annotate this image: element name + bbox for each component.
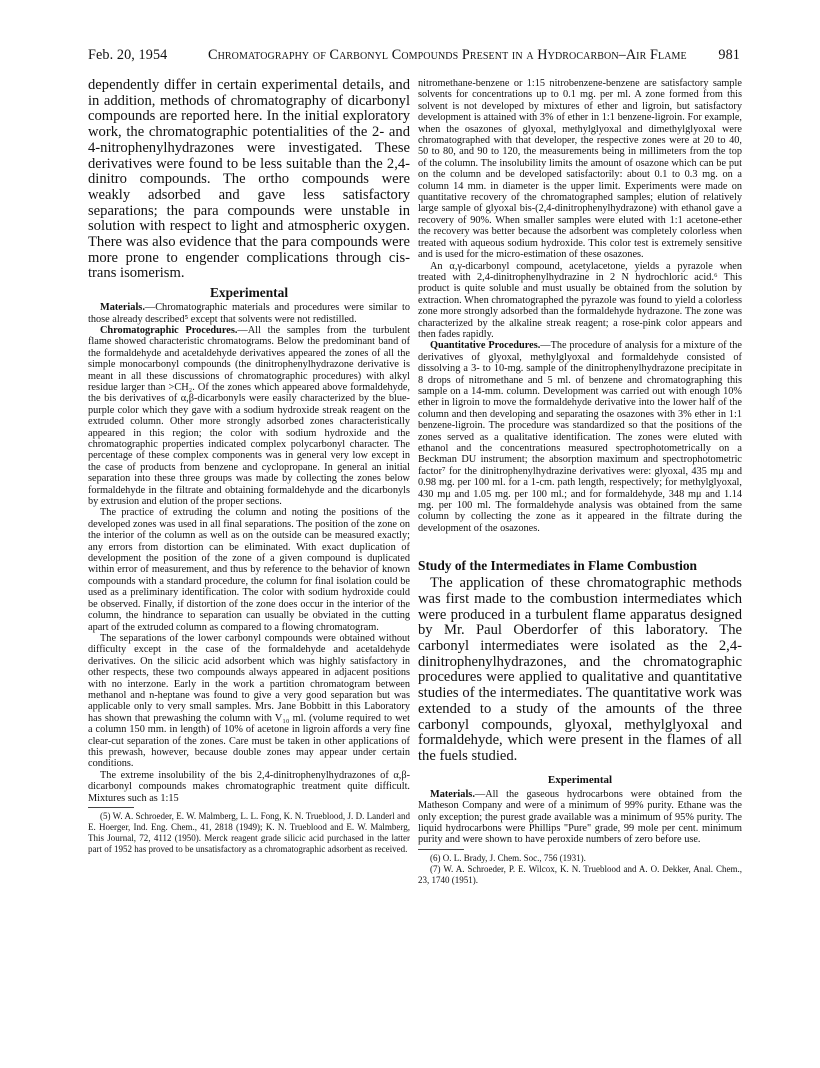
materials2-paragraph: [418, 789, 742, 846]
subsection-heading-experimental: Experimental: [547, 773, 613, 786]
section-heading-study: Study of the Intermediates in Flame Combustion: [418, 558, 697, 574]
footnote-7: (7) W. A. Schroeder, P. E. Wilcox, K. N. Trueblood and A. O. Dekker, Anal. Chem., 23, 1740 (1951).: [418, 863, 742, 885]
continuation-paragraph: nitromethane-benzene or 1:15 nitrobenzene-benzene are satisfactory sample solvents for concentrations up to 0.1 mg. per ml. A zone formed from this solvent is not developed by mixtures of ether and ligroin, but satisfactory development is attained with 3% of ether in 1:1 benzene-ligroin. For example, when the osazones of glyoxal, methylglyoxal and dimethylglyoxal were chromatographed with that developer, the respective zones were at 20 to 40, 50 to 80, and 90 to 120, the measurements being in millimeters from the top of the column. The insolubility limits the amount of osazone which can be put on the column and be developed satisfactorily: about 0.1 to 0.3 mg. on a column 14 mm. in diameter is the upper limit. Experiments were made on quantitative recovery of the chromatographed samples; elution of relatively large sample of glyoxal bis-(2,4-dinitrophenylhydrazone) with ethanol gave a recovery of 90%. When smaller samples were eluted with 1:1 acetone-ether the recovery was better because the adsorbent was completely colorless when treated with aqueous sodium hydroxide. This color test is extremely sensitive and is used for the micro-estimation of these osazones.: [418, 78, 742, 261]
procedures-text: —All the samples from the turbulent flame showed characteristic chromatograms. Below the predominant band of the formaldehyde and acetaldehyde derivatives appeared the zones of all the simple monocarbonyl compounds (the dinitrophenylhydrazone derivative is meant in all these discussions of chromatographic procedures) with alkyl residue larger than >CH₂. Of the zones which appeared above formaldehyde, the bis derivatives of α,β-dicarbonyls were easily characterized by the blue-purple color which they gave with a sodium hydroxide streak reagent on the extruded column. Other more strongly adsorbed zones characteristically appeared in this region; the color with sodium hydroxide and the chromatographic properties indicated complex polycarbonyl character. The percentage of these complex components was in general very low except in the case of products from benzene and cyclopropane. In general an initial separation into these three groups was made by collecting the zones below formaldehyde in the filtrate and obtaining formaldehyde and the dicarbonyls by extrusion and elution of the proper sections.: [88, 324, 410, 508]
right-column: [418, 78, 742, 1038]
materials-paragraph: [88, 302, 410, 325]
section-heading-experimental: Experimental: [209, 285, 289, 301]
acetylacetone-paragraph: An α,γ-dicarbonyl compound, acetylacetone, yields a pyrazole when treated with 2,4-dinitrophenylhydrazine in 2 N hydrochloric acid.⁶ This product is quite soluble and must usually be obtained from the solution by extraction. When chromatographed the pyrazole was found to yield a colorless zone more strongly adsorbed than the formaldehyde hydrazone. The zone was characterized by the alkaline streak reagent; a rose-pink color appears and then fades rapidly.: [418, 260, 742, 340]
quantitative-label: Quantitative Procedures.: [430, 340, 541, 352]
left-column: [88, 78, 410, 1038]
footnote-rule-right: [418, 849, 464, 850]
procedures-paragraph: [88, 325, 410, 508]
footnote-rule: [88, 807, 134, 808]
materials-label: Materials.: [100, 302, 145, 314]
extruding-paragraph: The practice of extruding the column and noting the positions of the developed zones was used in all final separations. The position of the zone on the interior of the column as well as on the outside can be measured exactly; any errors from distortion can be eliminated. With exact duplication of development the position of the zone of a given compound is duplicated within error of measurement, and thus by reference to the behavior of known compounds with a standard procedure, the column for final isolation could be used as a preliminary identification. The color with sodium hydroxide could be observed. Finally, if distortion of the zone does occur in the interior of the column, the hindrance to separation can usually be obviated in the cutting apart of the extruded column as compared to a flowing chromatogram.: [88, 507, 410, 633]
materials-text: —Chromatographic materials and procedures were similar to those already described⁵ except that solvents were not redistilled.: [88, 302, 410, 325]
materials2-label: Materials.: [430, 788, 475, 800]
insolubility-paragraph: The extreme insolubility of the bis 2,4-dinitrophenylhydrazones of α,β-dicarbonyl compounds makes chromatographic treatment quite difficult. Mixtures such as 1:15: [88, 769, 410, 804]
procedures-label: Chromatographic Procedures.: [100, 324, 238, 336]
page-number: 981: [718, 47, 740, 63]
intro-paragraph: dependently differ in certain experimental details, and in addition, methods of chromatography of dicarbonyl compounds are reported here. In the initial exploratory work, the chromatographic potentialities of the 2- and 4-nitrophenylhydrazones were investigated. These derivatives were found to be less suitable than the 2,4-dinitro compounds. The ortho compounds were weakly adsorbed and gave less satisfactory separations; the para compounds were unstable in solution with respect to light and atmospheric oxygen. There was also evidence that the para compounds were more prone to engender complications through cis-trans isomerism.: [88, 78, 410, 282]
footnote-5: (5) W. A. Schroeder, E. W. Malmberg, L. L. Fong, K. N. Trueblood, J. D. Landerl and E. Hoerger, Ind. Eng. Chem., 41, 2818 (1949); K. N. Trueblood and E. W. Malmberg, This Journal, 72, 4112 (1950). Merck reagent grade silicic acid purchased in the latter part of 1952 has proved to be unsatisfactory as a chromatographic adsorbent as received.: [88, 811, 410, 855]
running-title: Chromatography of Carbonyl Compounds Present in a Hydrocarbon–Air Flame: [208, 47, 687, 63]
separations-paragraph: The separations of the lower carbonyl compounds were obtained without difficulty except in the case of the formaldehyde and acetaldehyde derivatives. On the silicic acid adsorbent which was highly satisfactory in other respects, these two compounds always appeared in adjacent positions with no interzone. Early in the work a partition chromatogram between methanol and n-heptane was found to give a very good separation but was applicable only to very small samples. Mrs. Jane Bobbitt in this Laboratory has shown that prewashing the column with V₁₀ ml. (volume required to wet a column 150 mm. in length) of 10% of acetone in ligroin affords a very fine clear-cut separation of the zones. Care must be taken in other applications of this prewash, however, because double zones may appear under certain conditions.: [88, 632, 410, 770]
footnote-6: (6) O. L. Brady, J. Chem. Soc., 756 (1931).: [430, 852, 586, 863]
materials2-text: —All the gaseous hydrocarbons were obtained from the Matheson Company and were of a minimum of 99% purity. Ethane was the only exception; the purest grade available was a minimum of 95% purity. The liquid hydrocarbons were Phillips "Pure" grade, 99 mole per cent. minimum purity and were shown to have peroxide numbers of zero before use.: [418, 788, 742, 846]
quantitative-paragraph: [418, 340, 742, 534]
study-paragraph: The application of these chromatographic methods was first made to the combustion intermediates which were produced in a turbulent flame apparatus designed by Mr. Paul Oberdorfer of this laboratory. The carbonyl intermediates were isolated as the 2,4-dinitrophenylhydrazones, and the chromatographic procedures were applied to qualitative and quantitative studies of the intermediates. The quantitative work was extended to a study of the amounts of the three carbonyl compounds, glyoxal, methylglyoxal and formaldehyde, which were present in the flames of all the fuels studied.: [418, 575, 742, 764]
issue-date: Feb. 20, 1954: [88, 47, 168, 63]
running-header: [88, 47, 740, 69]
quantitative-text: —The procedure of analysis for a mixture of the derivatives of glyoxal, methylglyoxal and formaldehyde consisted of dissolving a 3- to 10-mg. sample of the dinitrophenylhydrazone precipitate in 8 drops of nitromethane and 5 ml. of benzene and chromatographing this sample on a 14-mm. column. Development was carried out with enough 10% ether in ligroin to move the formaldehyde derivative into the lower half of the column and then developing and separating the osazones with 3% ether in 1:1 benzene-ligroin. The procedure was standardized so that the positions of the zones served as a qualitative identification. The zones were eluted with ethanol and the concentrations measured spectrophotometrically on a Beckman DU instrument; the absorption maximum and spectrophotometric factor⁷ for the dinitrophenylhydrazine derivatives were: glyoxal, 435 mμ and 0.98 mg. per 100 ml. for a 1-cm. path length, respectively; for methylglyoxal, 430 mμ and 1.05 mg. per 100 ml.; and for formaldehyde, 348 mμ and 1.14 mg. per 100 ml. The formaldehyde analysis was obtained from the same column by collecting the zone as it appeared in the filtrate during the development of the osazones.: [418, 340, 742, 534]
